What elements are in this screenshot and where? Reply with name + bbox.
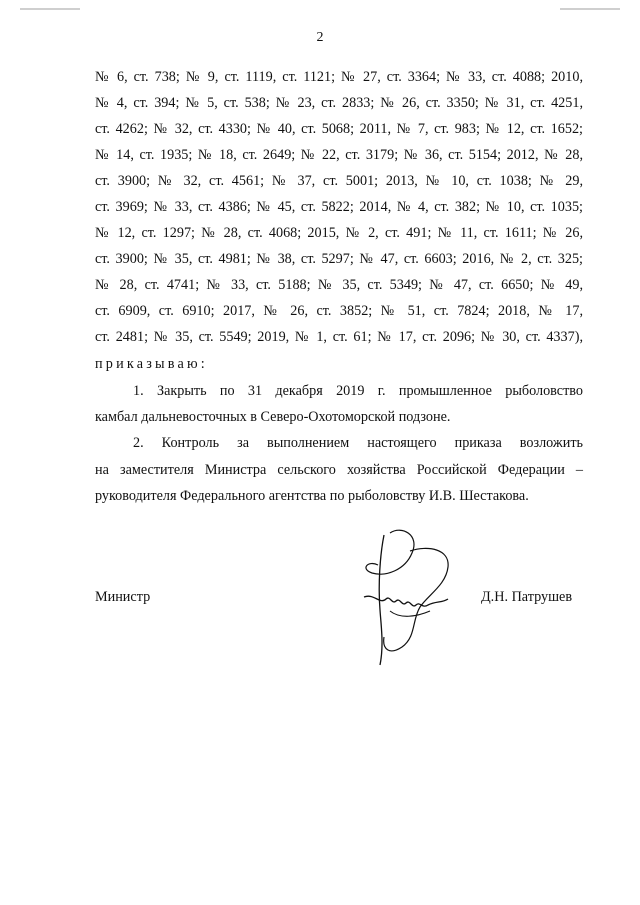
item-2-line-1: 2. Контроль за выполнением настоящего приказа возложить: [133, 435, 583, 451]
body-line: № 12, ст. 1297; № 28, ст. 4068; 2015, № 2, ст. 491; № 11, ст. 1611; № 26,: [95, 225, 583, 241]
body-line: № 6, ст. 738; № 9, ст. 1119, ст. 1121; № 27, ст. 3364; № 33, ст. 4088; 2010,: [95, 69, 583, 85]
signer-name: Д.Н. Патрушев: [481, 589, 573, 605]
scan-edge-mark: [560, 8, 620, 10]
body-line: ст. 3969; № 33, ст. 4386; № 45, ст. 5822; 2014, № 4, ст. 382; № 10, ст. 1035;: [95, 199, 583, 215]
order-word: приказываю:: [95, 356, 208, 372]
body-line: ст. 3900; № 32, ст. 4561; № 37, ст. 5001; 2013, № 10, ст. 1038; № 29,: [95, 173, 583, 189]
body-line: № 14, ст. 1935; № 18, ст. 2649; № 22, ст. 3179; № 36, ст. 5154; 2012, № 28,: [95, 147, 583, 163]
item-2-line-3: руководителя Федерального агентства по рыболовству И.В. Шестакова.: [95, 488, 529, 504]
item-2-line-2: на заместителя Министра сельского хозяйства Российской Федерации –: [95, 462, 583, 478]
scan-edge-mark: [20, 8, 80, 10]
page-number: 2: [316, 30, 324, 45]
body-line: ст. 3900; № 35, ст. 4981; № 38, ст. 5297; № 47, ст. 6603; 2016, № 2, ст. 325;: [95, 251, 583, 267]
body-line: № 4, ст. 394; № 5, ст. 538; № 23, ст. 2833; № 26, ст. 3350; № 31, ст. 4251,: [95, 95, 583, 111]
body-line: ст. 2481; № 35, ст. 5549; 2019, № 1, ст. 61; № 17, ст. 2096; № 30, ст. 4337),: [95, 329, 583, 345]
body-line: ст. 6909, ст. 6910; 2017, № 26, ст. 3852; № 51, ст. 7824; 2018, № 17,: [95, 303, 583, 319]
signer-title: Министр: [95, 589, 151, 605]
body-line: № 28, ст. 4741; № 33, ст. 5188; № 35, ст. 5349; № 47, ст. 6650; № 49,: [95, 277, 583, 293]
item-1-line-2: камбал дальневосточных в Северо-Охотоморской подзоне.: [95, 409, 451, 425]
item-1-line-1: 1. Закрыть по 31 декабря 2019 г. промышленное рыболовство: [133, 383, 583, 399]
handwritten-signature: [350, 515, 470, 675]
body-line: ст. 4262; № 32, ст. 4330; № 40, ст. 5068; 2011, № 7, ст. 983; № 12, ст. 1652;: [95, 121, 583, 137]
